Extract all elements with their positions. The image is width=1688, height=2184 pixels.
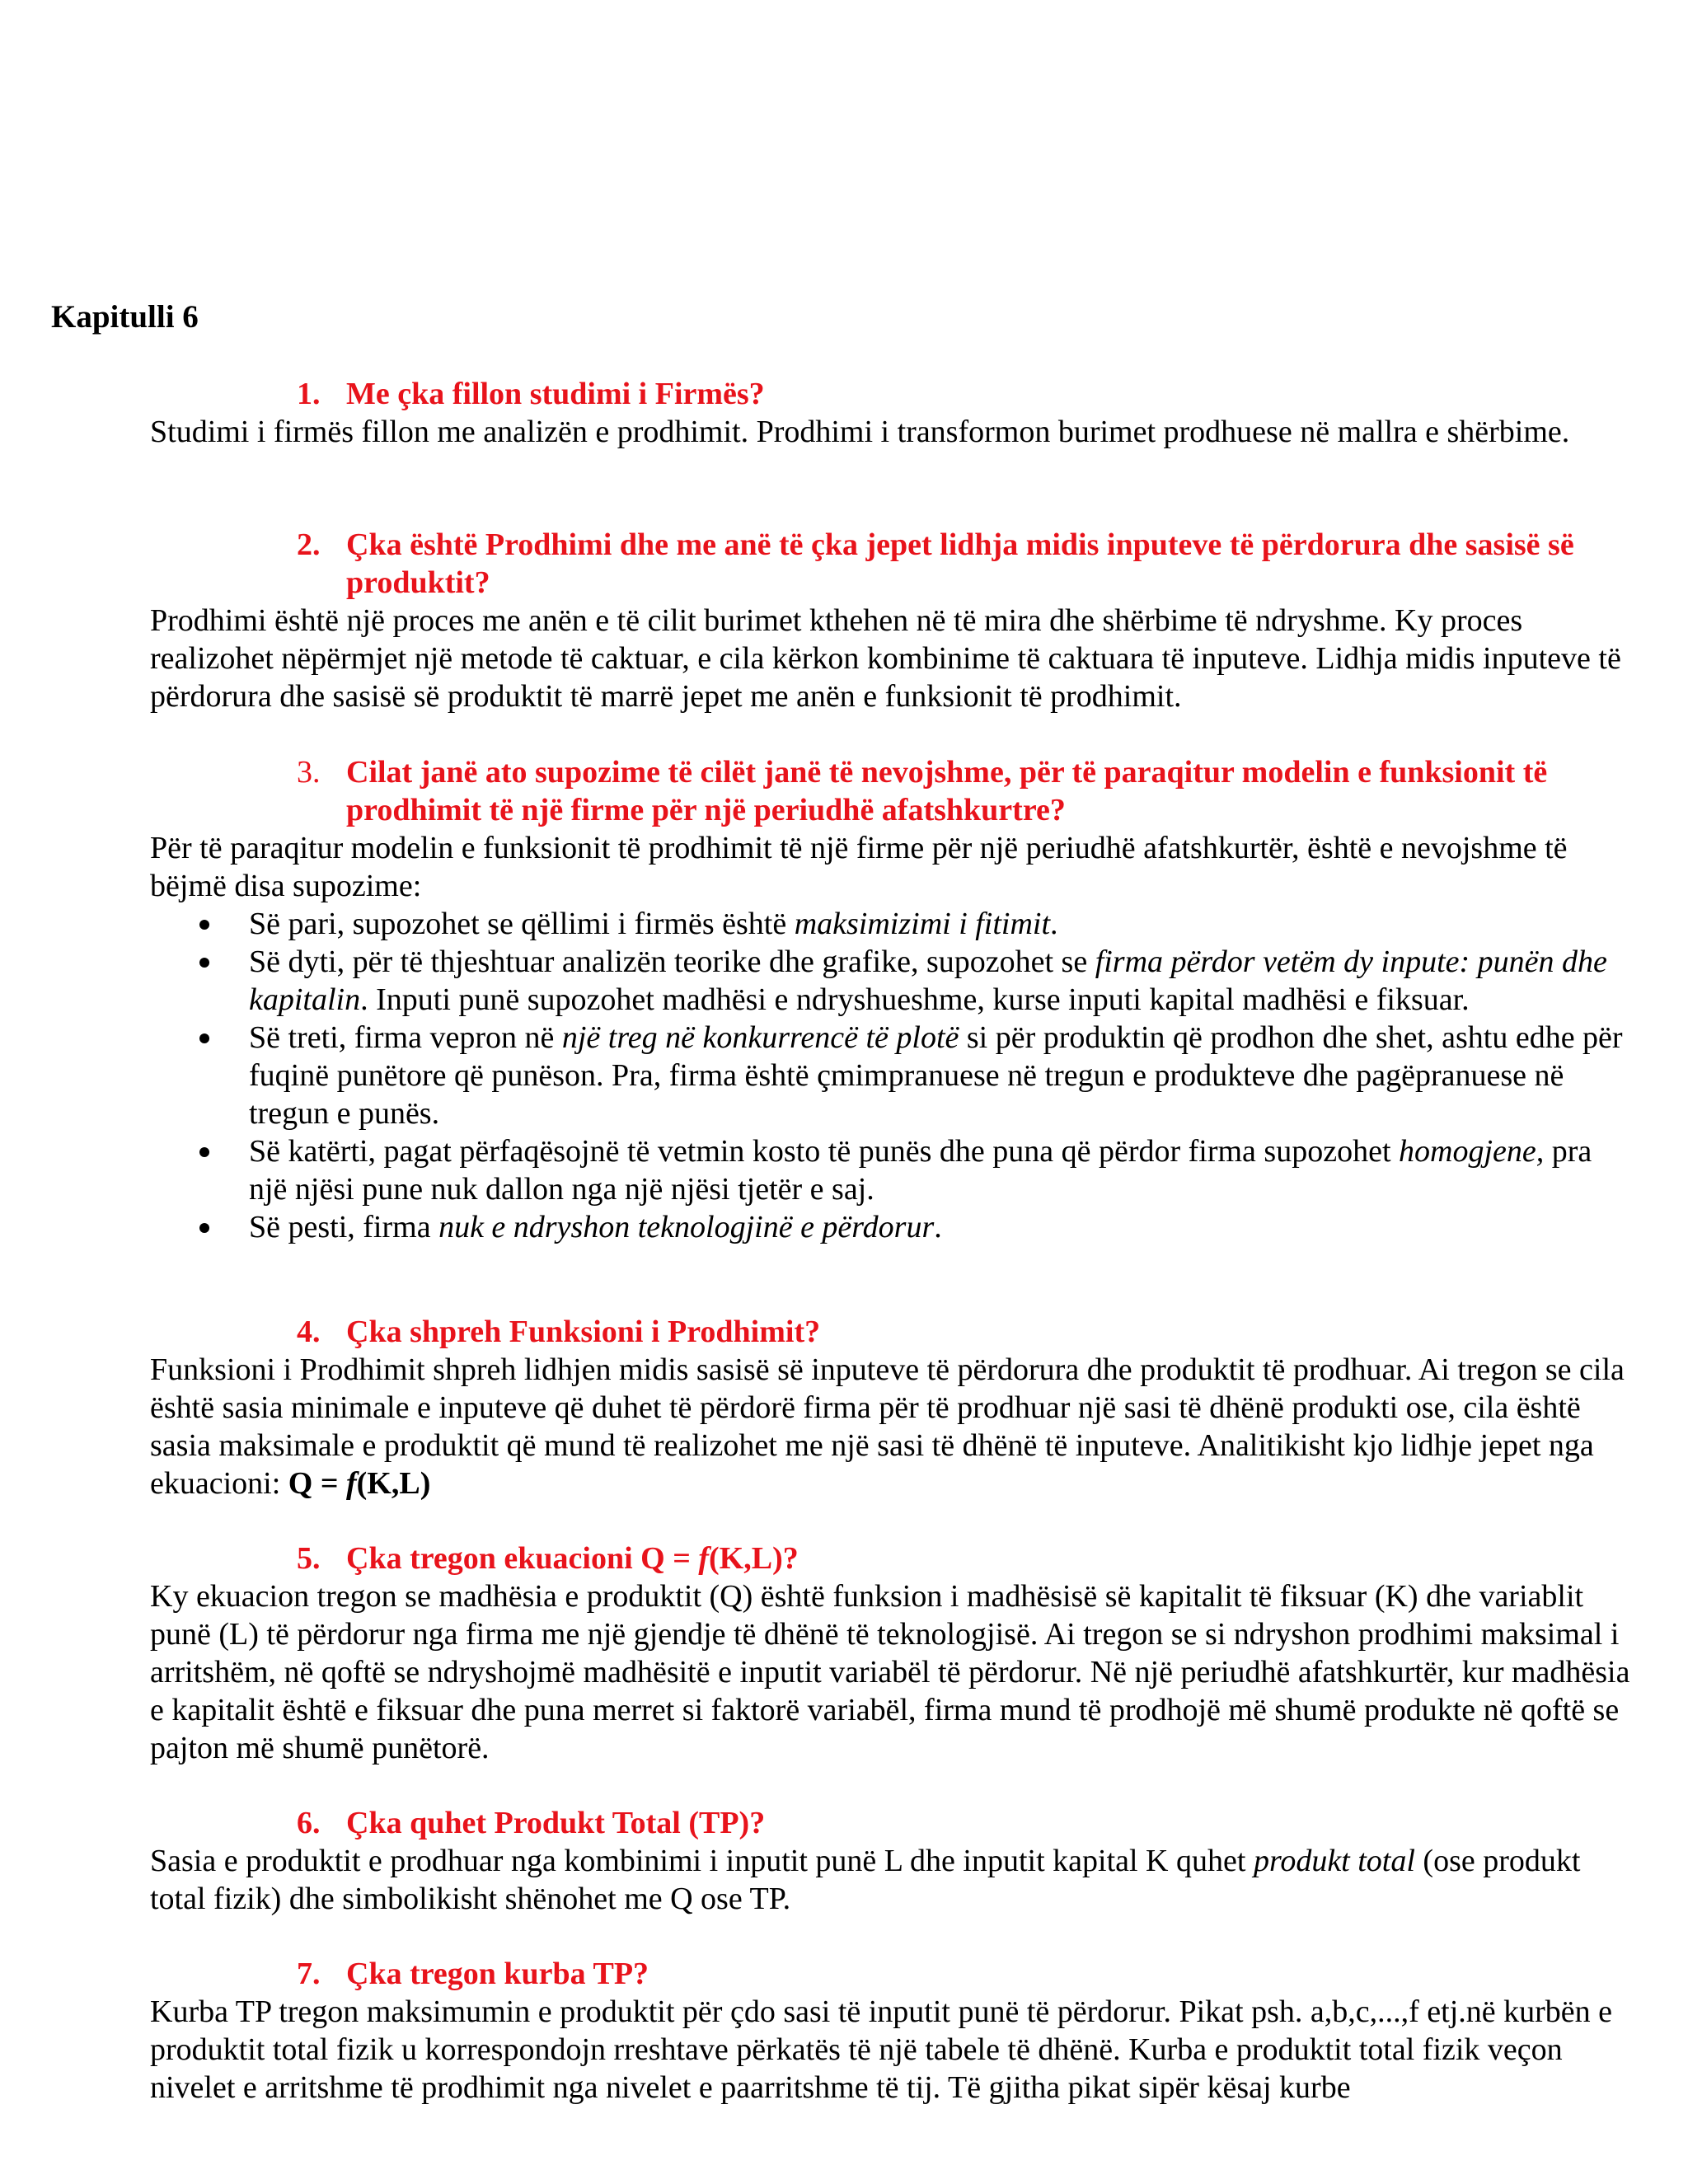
question-text: Me çka fillon studimi i Firmës?: [346, 377, 765, 411]
bullet-icon: [199, 920, 209, 930]
question-number: 3.: [297, 755, 321, 790]
question-text: Çka tregon ekuacioni Q = f(K,L)?: [346, 1541, 799, 1576]
question-1: [150, 375, 1634, 413]
list-item: Së dyti, për të thjeshtuar analizën teorike dhe grafike, supozohet se firma përdor vetëm dy inpute: punën dhe kapitalin. Inputi punë supozohet madhësi e ndryshueshme, kurse inputi kapital madhësi e fiksuar.: [150, 943, 1634, 1019]
bullet-icon: [199, 1033, 209, 1043]
bullet-icon: [199, 958, 209, 968]
list-item: Së pari, supozohet se qëllimi i firmës është maksimizimi i fitimit.: [150, 905, 1634, 943]
question-number: 5.: [297, 1541, 321, 1576]
section-2: [150, 526, 1634, 715]
answer-5: Ky ekuacion tregon se madhësia e produktit (Q) është funksion i madhësisë së kapitalit të fiksuar (K) dhe variablit punë (L) të përdorur nga firma me një gjendje të dhënë të teknologjisë. Ai tregon se si ndryshon prodhimi maksimal i arritshëm, në qoftë se ndryshojmë madhësitë e inputit variabël të përdorur. Në një periudhë afatshkurtër, kur madhësia e kapitalit është e fiksuar dhe puna merret si faktorë variabël, firma mund të prodhojë më shumë produkte në qoftë se pajton më shumë punëtorë.: [150, 1579, 1630, 1765]
question-number: 2.: [297, 527, 321, 562]
answer-6: Sasia e produktit e prodhuar nga kombinimi i inputit punë L dhe inputit kapital K quhet produkt total (ose produkt total fizik) dhe simbolikisht shënohet me Q ose TP.: [150, 1844, 1581, 1916]
section-3: [150, 753, 1634, 1246]
question-text: Çka është Prodhimi dhe me anë të çka jepet lidhja midis inputeve të përdorura dhe sasisë së produktit?: [346, 527, 1574, 600]
list-item: Së katërti, pagat përfaqësojnë të vetmin kosto të punës dhe puna që përdor firma supozohet homogjene, pra një njësi pune nuk dallon nga një njësi tjetër e saj.: [150, 1132, 1634, 1208]
question-6: [150, 1804, 1634, 1842]
question-number: 4.: [297, 1315, 321, 1349]
answer-2: Prodhimi është një proces me anën e të cilit burimet kthehen në të mira dhe shërbime të ndryshme. Ky proces realizohet nëpërmjet një metode të caktuar, e cila kërkon kombinime të caktuara të inputeve. Lidhja midis inputeve të përdorura dhe sasisë së produktit të marrë jepet me anën e funksionit të prodhimit.: [150, 603, 1621, 714]
bullet-icon: [199, 1223, 209, 1233]
question-text: Çka tregon kurba TP?: [346, 1957, 649, 1991]
bullet-icon: [199, 1147, 209, 1157]
answer-7: Kurba TP tregon maksimumin e produktit për çdo sasi të inputit punë të përdorur. Pikat psh. a,b,c,...,f etj.në kurbën e produktit total fizik u korrespondojn rreshtave përkatës të një tabele të dhënë. Kurba e produktit total fizik veçon nivelet e arritshme të prodhimit nga nivelet e paarritshme të tij. Të gjitha pikat sipër kësaj kurbe: [150, 1994, 1613, 2105]
question-4: [150, 1313, 1634, 1351]
answer-1: Studimi i firmës fillon me analizën e prodhimit. Prodhimi i transformon burimet prodhuese në mallra e shërbime.: [150, 415, 1570, 449]
question-text: Cilat janë ato supozime të cilët janë të nevojshme, për të paraqitur modelin e funksionit të prodhimit të një firme për një periudhë afatshkurtre?: [346, 755, 1548, 827]
question-7: [150, 1955, 1634, 1993]
answer-4: Funksioni i Prodhimit shpreh lidhjen midis sasisë së inputeve të përdorura dhe produktit të prodhuar. Ai tregon se cila është sasia minimale e inputeve që duhet të përdorë firma për të prodhuar një sasi të dhënë produkti ose, cila është sasia maksimale e produktit që mund të realizohet me një sasi të dhënë të inputeve. Analitikisht kjo lidhje jepet nga ekuacioni: Q = f(K,L): [150, 1352, 1625, 1501]
list-item: Së treti, firma vepron në një treg në konkurrencë të plotë si për produktin që prodhon dhe shet, ashtu edhe për fuqinë punëtore që punëson. Pra, firma është çmimpranuese në tregun e produkteve dhe pagëpranuese në tregun e punës.: [150, 1019, 1634, 1132]
section-5: [150, 1540, 1634, 1767]
section-6: [150, 1804, 1634, 1918]
question-number: 7.: [297, 1957, 321, 1991]
question-text: Çka quhet Produkt Total (TP)?: [346, 1806, 766, 1840]
question-5: [150, 1540, 1634, 1577]
answer-3: Për të paraqitur modelin e funksionit të prodhimit të një firme për një periudhë afatshkurtër, është e nevojshme të bëjmë disa supozime:: [150, 831, 1568, 903]
chapter-title: Kapitulli 6: [51, 299, 199, 335]
question-number: 1.: [297, 377, 321, 411]
section-1: [150, 375, 1634, 451]
question-text: Çka shpreh Funksioni i Prodhimit?: [346, 1315, 821, 1349]
section-4: [150, 1313, 1634, 1502]
list-item: Së pesti, firma nuk e ndryshon teknologjinë e përdorur.: [150, 1208, 1634, 1246]
assumptions-list: [150, 905, 1634, 1246]
question-2: [150, 526, 1634, 602]
question-number: 6.: [297, 1806, 321, 1840]
question-3: [150, 753, 1634, 829]
section-7: [150, 1955, 1634, 2107]
production-function-formula: Q = f(K,L): [288, 1466, 431, 1501]
